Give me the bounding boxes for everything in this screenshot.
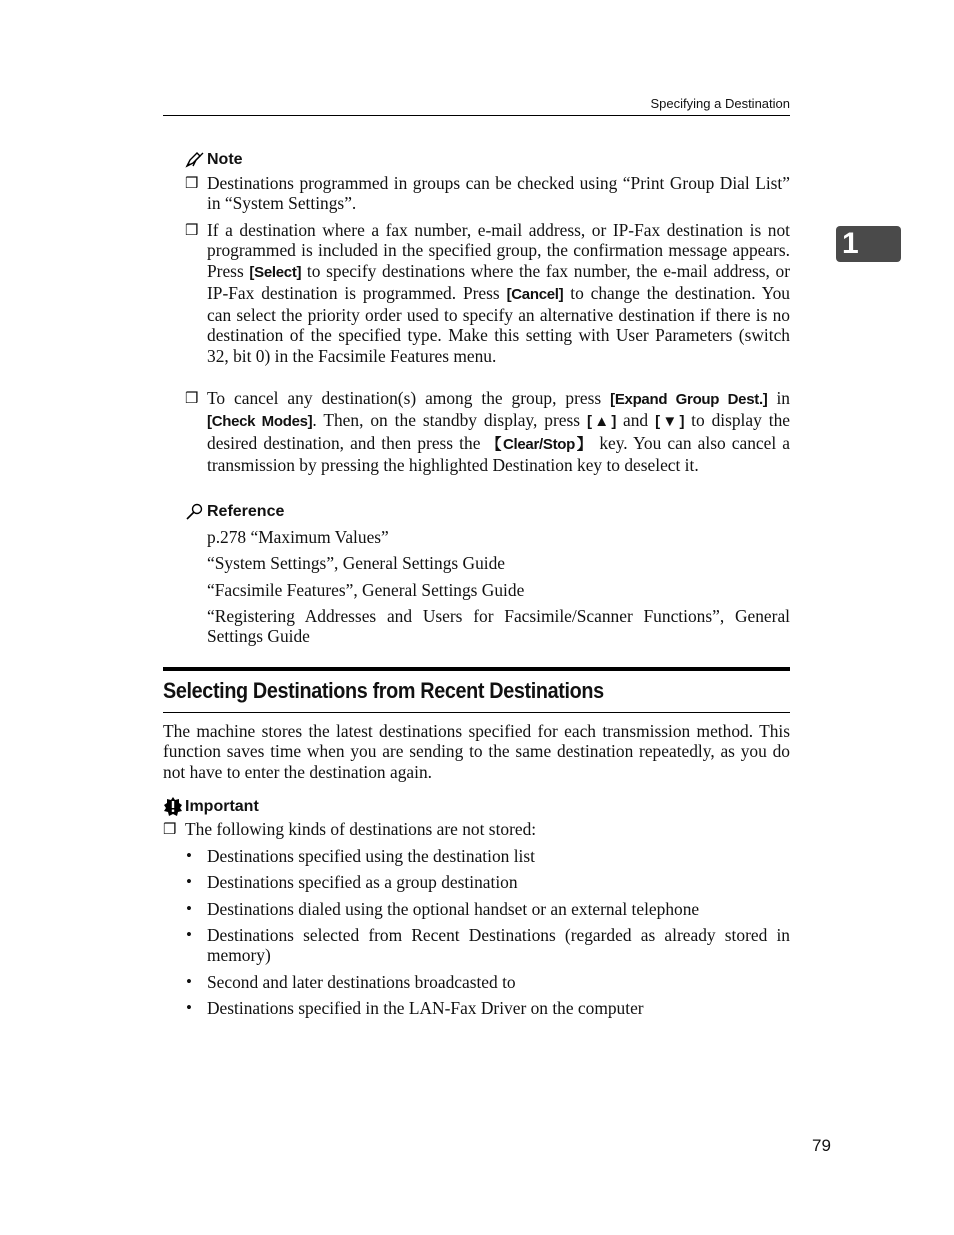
check-modes-key: [Check Modes] <box>207 413 313 431</box>
chapter-tab: 1 <box>836 226 901 262</box>
pencil-icon <box>185 152 205 168</box>
list-item: Destinations dialed using the optional handset or an external telephone <box>207 899 700 919</box>
list-item: Destinations selected from Recent Destinations (regarded as already stored in memory) <box>207 925 790 966</box>
list-item: Destinations specified in the LAN-Fax Driver on the computer <box>207 998 644 1018</box>
section-title: Selecting Destinations from Recent Destinations <box>163 678 604 703</box>
important-label: Important <box>185 797 259 815</box>
bullet-glyph: • <box>186 972 192 991</box>
list-item: Destinations specified using the destination list <box>207 846 535 866</box>
bullet-glyph: • <box>186 925 192 944</box>
reference-label: Reference <box>207 503 285 520</box>
bullet-glyph: • <box>186 872 192 891</box>
reference-item: “Facsimile Features”, General Settings Guide <box>207 580 525 600</box>
note-item-2: If a destination where a fax number, e-mail address, or IP-Fax destination is not programmed is included in the specified group, the confirmation message appears. Press [Select] to specify destinations where the fax number, the e-mail address, or IP-Fax destination is programmed. Press [Cancel] to change the destination. You can select the priority order used to specify an alternative destination if there is no destination of the specified type. Make this setting with User Parameters (switch 32, bit 0) in the Facsimile Features menu. <box>207 220 790 366</box>
note-item-1: Destinations programmed in groups can be checked using “Print Group Dial List” in “System Settings”. <box>207 173 790 214</box>
cancel-key-label: [Cancel] <box>506 285 564 303</box>
bullet-glyph: • <box>186 899 192 918</box>
important-icon <box>163 797 183 816</box>
note-heading <box>185 151 243 169</box>
checkbox-glyph: ❒ <box>185 223 199 239</box>
section-rule-bottom <box>163 712 790 713</box>
checkbox-glyph: ❒ <box>185 391 199 407</box>
running-header: Specifying a Destination <box>163 96 790 116</box>
page-number: 79 <box>812 1136 831 1155</box>
section-rule-top <box>163 667 790 671</box>
magnifier-icon <box>185 503 205 521</box>
down-arrow-key: [▼] <box>655 413 685 431</box>
important-heading <box>163 797 259 816</box>
checkbox-glyph: ❒ <box>163 822 177 838</box>
reference-item: “Registering Addresses and Users for Facsimile/Scanner Functions”, General Settings Guide <box>207 606 790 647</box>
list-item: Second and later destinations broadcasted to <box>207 972 516 992</box>
checkbox-glyph: ❒ <box>185 176 199 192</box>
up-arrow-key: [▲] <box>586 413 617 431</box>
bullet-glyph: • <box>186 846 192 865</box>
list-item: Destinations specified as a group destination <box>207 872 518 892</box>
section-intro: The machine stores the latest destinations specified for each transmission method. This function saves time when you are sending to the same destination repeatedly, as you do not have to enter the destination again. <box>163 721 790 782</box>
bullet-glyph: • <box>186 998 192 1017</box>
note-label: Note <box>207 151 243 168</box>
expand-group-dest-key: [Expand Group Dest.] <box>610 391 768 408</box>
clear-stop-key: 【Clear/Stop】 <box>486 435 594 453</box>
reference-item: p.278 “Maximum Values” <box>207 527 389 547</box>
reference-item: “System Settings”, General Settings Guide <box>207 553 506 573</box>
important-lead: The following kinds of destinations are not stored: <box>185 819 537 839</box>
reference-heading <box>185 503 284 521</box>
note-item-3: To cancel any destination(s) among the group, press [Expand Group Dest.] in [Check Modes]. Then, on the standby display, press [▲] and [▼] to display the desired destination, and then press the 【Clear/Stop】 key. You can also cancel a transmission by pressing the highlighted Destination key to deselect it. <box>207 388 790 475</box>
select-key-label: [Select] <box>249 263 302 281</box>
